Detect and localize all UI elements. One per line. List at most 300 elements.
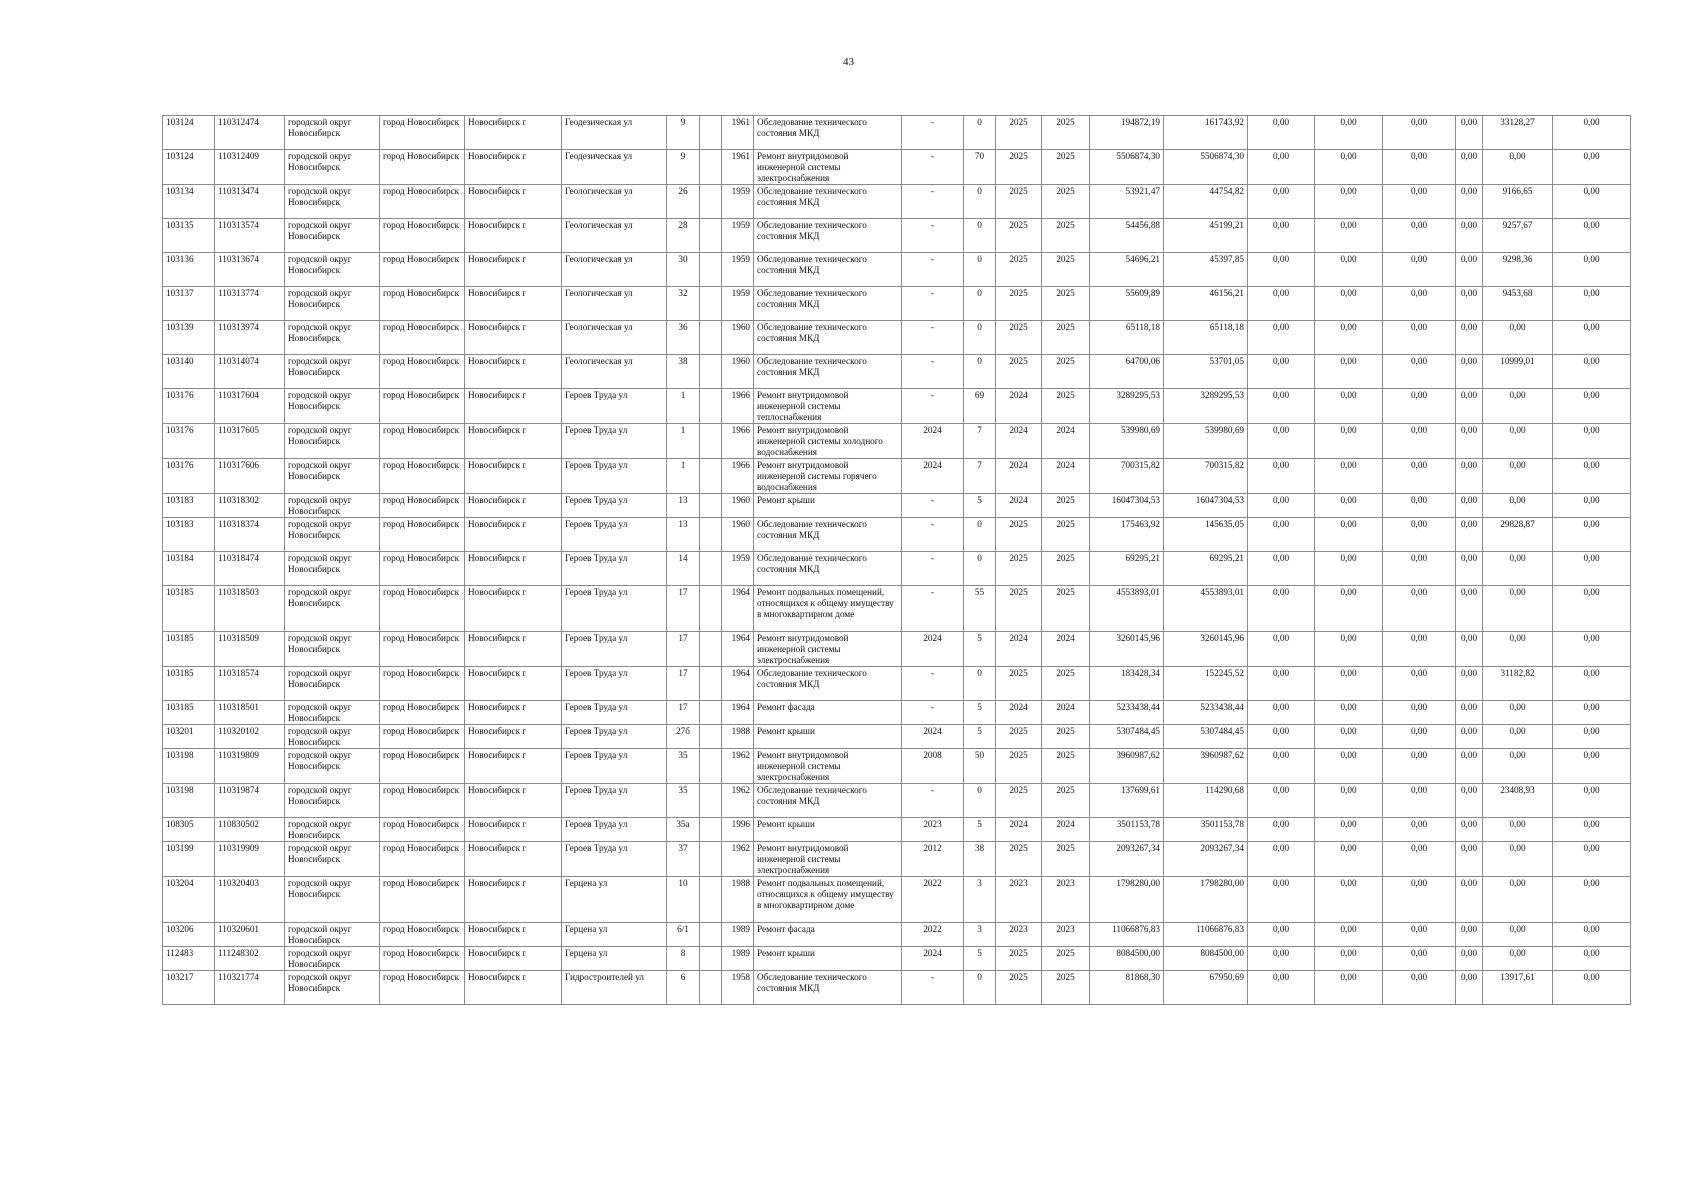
cell-municipal-district: городской округ Новосибирск <box>285 355 380 389</box>
cell-building-block <box>700 667 722 701</box>
cell-other-funds: 0,00 <box>1456 185 1483 219</box>
cell-object-code: 103185 <box>163 667 215 701</box>
cell-local-budget: 0,00 <box>1383 749 1456 784</box>
cell-locality: Новосибирск г <box>465 725 562 749</box>
cell-item-code: 110320102 <box>215 725 285 749</box>
cell-item-code: 110320601 <box>215 923 285 947</box>
cell-other-funds: 0,00 <box>1456 389 1483 424</box>
cell-other-funds: 0,00 <box>1456 116 1483 150</box>
cell-extra-funds: 0,00 <box>1553 518 1631 552</box>
cell-item-code: 110318501 <box>215 701 285 725</box>
cell-work-type: Ремонт внутридомовой инженерной системы холодного водоснабжения <box>754 424 902 459</box>
table-row <box>163 185 1631 219</box>
cell-work-type: Обследование технического состояния МКД <box>754 355 902 389</box>
cell-item-code: 111248302 <box>215 947 285 971</box>
cell-street: Героев Труда ул <box>562 518 667 552</box>
cell-total-cost: 64700,06 <box>1090 355 1164 389</box>
cell-locality: Новосибирск г <box>465 586 562 632</box>
cell-work-type: Ремонт фасада <box>754 923 902 947</box>
cell-regional-budget: 0,00 <box>1315 355 1383 389</box>
cell-owners-funds: 0,00 <box>1483 842 1553 877</box>
cell-plan-end-year: 2025 <box>1042 150 1090 185</box>
cell-plan-start-year: 2025 <box>996 219 1042 253</box>
cell-regional-fund: 8084500,00 <box>1164 947 1248 971</box>
cell-wear-percent: 0 <box>964 287 996 321</box>
cell-owners-funds: 9166,65 <box>1483 185 1553 219</box>
cell-object-code: 103198 <box>163 749 215 784</box>
cell-other-funds: 0,00 <box>1456 667 1483 701</box>
cell-year-built: 1960 <box>722 355 754 389</box>
cell-locality: Новосибирск г <box>465 877 562 923</box>
cell-house-number: 6/1 <box>667 923 700 947</box>
cell-plan-start-year: 2025 <box>996 842 1042 877</box>
cell-regional-fund: 45199,21 <box>1164 219 1248 253</box>
cell-item-code: 110319809 <box>215 749 285 784</box>
cell-regional-budget: 0,00 <box>1315 842 1383 877</box>
cell-locality: Новосибирск г <box>465 947 562 971</box>
cell-settlement: город Новосибирск <box>380 784 465 818</box>
cell-owners-funds: 0,00 <box>1483 389 1553 424</box>
cell-item-code: 110318509 <box>215 632 285 667</box>
cell-object-code: 103136 <box>163 253 215 287</box>
cell-local-budget: 0,00 <box>1383 784 1456 818</box>
cell-federal-funds: 0,00 <box>1248 586 1315 632</box>
cell-last-repair-year: - <box>902 219 964 253</box>
cell-total-cost: 3260145,96 <box>1090 632 1164 667</box>
cell-house-number: 17 <box>667 701 700 725</box>
cell-extra-funds: 0,00 <box>1553 947 1631 971</box>
cell-last-repair-year: - <box>902 287 964 321</box>
cell-municipal-district: городской округ Новосибирск <box>285 842 380 877</box>
cell-federal-funds: 0,00 <box>1248 355 1315 389</box>
cell-locality: Новосибирск г <box>465 749 562 784</box>
table-row <box>163 253 1631 287</box>
cell-federal-funds: 0,00 <box>1248 116 1315 150</box>
cell-other-funds: 0,00 <box>1456 287 1483 321</box>
cell-settlement: город Новосибирск <box>380 355 465 389</box>
cell-other-funds: 0,00 <box>1456 321 1483 355</box>
cell-municipal-district: городской округ Новосибирск <box>285 552 380 586</box>
cell-year-built: 1989 <box>722 947 754 971</box>
cell-work-type: Обследование технического состояния МКД <box>754 253 902 287</box>
cell-total-cost: 16047304,53 <box>1090 494 1164 518</box>
cell-plan-start-year: 2024 <box>996 494 1042 518</box>
cell-extra-funds: 0,00 <box>1553 424 1631 459</box>
cell-total-cost: 183428,34 <box>1090 667 1164 701</box>
cell-year-built: 1960 <box>722 494 754 518</box>
cell-plan-end-year: 2025 <box>1042 784 1090 818</box>
cell-settlement: город Новосибирск <box>380 287 465 321</box>
cell-object-code: 103124 <box>163 116 215 150</box>
cell-municipal-district: городской округ Новосибирск <box>285 424 380 459</box>
cell-locality: Новосибирск г <box>465 518 562 552</box>
cell-object-code: 103176 <box>163 424 215 459</box>
cell-plan-start-year: 2023 <box>996 877 1042 923</box>
cell-municipal-district: городской округ Новосибирск <box>285 185 380 219</box>
cell-last-repair-year: 2022 <box>902 877 964 923</box>
cell-house-number: 26 <box>667 185 700 219</box>
cell-work-type: Обследование технического состояния МКД <box>754 552 902 586</box>
cell-owners-funds: 13917,61 <box>1483 971 1553 1005</box>
cell-year-built: 1964 <box>722 667 754 701</box>
cell-item-code: 110313774 <box>215 287 285 321</box>
cell-work-type: Обследование технического состояния МКД <box>754 185 902 219</box>
cell-regional-fund: 3260145,96 <box>1164 632 1248 667</box>
cell-wear-percent: 3 <box>964 877 996 923</box>
cell-house-number: 8 <box>667 947 700 971</box>
cell-street: Геологическая ул <box>562 253 667 287</box>
cell-building-block <box>700 842 722 877</box>
cell-wear-percent: 7 <box>964 459 996 494</box>
cell-locality: Новосибирск г <box>465 424 562 459</box>
cell-work-type: Ремонт внутридомовой инженерной системы электроснабжения <box>754 150 902 185</box>
cell-settlement: город Новосибирск <box>380 321 465 355</box>
cell-local-budget: 0,00 <box>1383 494 1456 518</box>
cell-last-repair-year: 2022 <box>902 923 964 947</box>
cell-locality: Новосибирск г <box>465 494 562 518</box>
cell-municipal-district: городской округ Новосибирск <box>285 749 380 784</box>
cell-extra-funds: 0,00 <box>1553 842 1631 877</box>
cell-house-number: 1 <box>667 424 700 459</box>
cell-building-block <box>700 818 722 842</box>
cell-plan-end-year: 2025 <box>1042 185 1090 219</box>
cell-last-repair-year: 2008 <box>902 749 964 784</box>
cell-municipal-district: городской округ Новосибирск <box>285 632 380 667</box>
cell-street: Геологическая ул <box>562 185 667 219</box>
cell-regional-fund: 46156,21 <box>1164 287 1248 321</box>
cell-local-budget: 0,00 <box>1383 355 1456 389</box>
cell-regional-budget: 0,00 <box>1315 389 1383 424</box>
cell-total-cost: 194872,19 <box>1090 116 1164 150</box>
cell-regional-budget: 0,00 <box>1315 877 1383 923</box>
cell-building-block <box>700 749 722 784</box>
cell-local-budget: 0,00 <box>1383 552 1456 586</box>
cell-regional-budget: 0,00 <box>1315 494 1383 518</box>
cell-building-block <box>700 185 722 219</box>
cell-total-cost: 81868,30 <box>1090 971 1164 1005</box>
cell-regional-budget: 0,00 <box>1315 219 1383 253</box>
cell-object-code: 108305 <box>163 818 215 842</box>
cell-plan-start-year: 2025 <box>996 355 1042 389</box>
cell-federal-funds: 0,00 <box>1248 150 1315 185</box>
cell-municipal-district: городской округ Новосибирск <box>285 459 380 494</box>
cell-federal-funds: 0,00 <box>1248 701 1315 725</box>
cell-extra-funds: 0,00 <box>1553 459 1631 494</box>
cell-item-code: 110317606 <box>215 459 285 494</box>
cell-street: Героев Труда ул <box>562 725 667 749</box>
cell-work-type: Ремонт внутридомовой инженерной системы электроснабжения <box>754 632 902 667</box>
cell-other-funds: 0,00 <box>1456 552 1483 586</box>
cell-object-code: 103137 <box>163 287 215 321</box>
cell-street: Героев Труда ул <box>562 586 667 632</box>
cell-object-code: 103204 <box>163 877 215 923</box>
cell-object-code: 103199 <box>163 842 215 877</box>
cell-total-cost: 3501153,78 <box>1090 818 1164 842</box>
table-row <box>163 219 1631 253</box>
cell-object-code: 103185 <box>163 586 215 632</box>
cell-total-cost: 55609,89 <box>1090 287 1164 321</box>
cell-owners-funds: 29828,87 <box>1483 518 1553 552</box>
cell-street: Героев Труда ул <box>562 749 667 784</box>
cell-last-repair-year: 2024 <box>902 459 964 494</box>
cell-federal-funds: 0,00 <box>1248 784 1315 818</box>
cell-work-type: Ремонт подвальных помещений, относящихся к общему имуществу в многоквартирном доме <box>754 586 902 632</box>
cell-last-repair-year: - <box>902 116 964 150</box>
cell-last-repair-year: - <box>902 667 964 701</box>
cell-regional-fund: 5233438,44 <box>1164 701 1248 725</box>
cell-building-block <box>700 116 722 150</box>
cell-item-code: 110314074 <box>215 355 285 389</box>
cell-regional-fund: 152245,52 <box>1164 667 1248 701</box>
cell-owners-funds: 0,00 <box>1483 321 1553 355</box>
cell-total-cost: 5506874,30 <box>1090 150 1164 185</box>
cell-owners-funds: 10999,01 <box>1483 355 1553 389</box>
cell-municipal-district: городской округ Новосибирск <box>285 494 380 518</box>
cell-settlement: город Новосибирск <box>380 923 465 947</box>
cell-year-built: 1988 <box>722 877 754 923</box>
cell-federal-funds: 0,00 <box>1248 287 1315 321</box>
cell-year-built: 1961 <box>722 150 754 185</box>
cell-house-number: 17 <box>667 632 700 667</box>
cell-item-code: 110320403 <box>215 877 285 923</box>
cell-other-funds: 0,00 <box>1456 219 1483 253</box>
cell-local-budget: 0,00 <box>1383 818 1456 842</box>
cell-local-budget: 0,00 <box>1383 321 1456 355</box>
cell-building-block <box>700 923 722 947</box>
cell-local-budget: 0,00 <box>1383 459 1456 494</box>
cell-house-number: 37 <box>667 842 700 877</box>
cell-local-budget: 0,00 <box>1383 586 1456 632</box>
cell-plan-end-year: 2024 <box>1042 424 1090 459</box>
cell-regional-fund: 65118,18 <box>1164 321 1248 355</box>
cell-house-number: 17 <box>667 667 700 701</box>
cell-year-built: 1988 <box>722 725 754 749</box>
cell-owners-funds: 0,00 <box>1483 632 1553 667</box>
cell-building-block <box>700 459 722 494</box>
cell-local-budget: 0,00 <box>1383 725 1456 749</box>
cell-house-number: 38 <box>667 355 700 389</box>
cell-object-code: 103183 <box>163 518 215 552</box>
cell-year-built: 1959 <box>722 185 754 219</box>
table-row <box>163 923 1631 947</box>
cell-house-number: 35а <box>667 818 700 842</box>
cell-work-type: Обследование технического состояния МКД <box>754 116 902 150</box>
table-row <box>163 389 1631 424</box>
cell-street: Героев Труда ул <box>562 459 667 494</box>
table-row <box>163 842 1631 877</box>
cell-item-code: 110321774 <box>215 971 285 1005</box>
cell-other-funds: 0,00 <box>1456 784 1483 818</box>
cell-federal-funds: 0,00 <box>1248 253 1315 287</box>
cell-house-number: 9 <box>667 116 700 150</box>
cell-year-built: 1959 <box>722 287 754 321</box>
cell-building-block <box>700 784 722 818</box>
cell-house-number: 27б <box>667 725 700 749</box>
cell-extra-funds: 0,00 <box>1553 116 1631 150</box>
cell-settlement: город Новосибирск <box>380 818 465 842</box>
cell-regional-fund: 1798280,00 <box>1164 877 1248 923</box>
cell-municipal-district: городской округ Новосибирск <box>285 253 380 287</box>
cell-object-code: 103217 <box>163 971 215 1005</box>
cell-work-type: Ремонт крыши <box>754 818 902 842</box>
cell-owners-funds: 23408,93 <box>1483 784 1553 818</box>
cell-locality: Новосибирск г <box>465 701 562 725</box>
cell-total-cost: 4553893,01 <box>1090 586 1164 632</box>
cell-work-type: Ремонт крыши <box>754 947 902 971</box>
cell-object-code: 112483 <box>163 947 215 971</box>
cell-extra-funds: 0,00 <box>1553 185 1631 219</box>
cell-house-number: 13 <box>667 494 700 518</box>
cell-regional-budget: 0,00 <box>1315 749 1383 784</box>
cell-locality: Новосибирск г <box>465 971 562 1005</box>
cell-building-block <box>700 632 722 667</box>
cell-wear-percent: 70 <box>964 150 996 185</box>
cell-plan-end-year: 2023 <box>1042 923 1090 947</box>
cell-wear-percent: 5 <box>964 725 996 749</box>
cell-federal-funds: 0,00 <box>1248 552 1315 586</box>
cell-wear-percent: 0 <box>964 667 996 701</box>
cell-local-budget: 0,00 <box>1383 219 1456 253</box>
cell-street: Герцена ул <box>562 947 667 971</box>
cell-extra-funds: 0,00 <box>1553 749 1631 784</box>
cell-regional-fund: 5307484,45 <box>1164 725 1248 749</box>
cell-work-type: Обследование технического состояния МКД <box>754 287 902 321</box>
cell-item-code: 110312474 <box>215 116 285 150</box>
cell-locality: Новосибирск г <box>465 667 562 701</box>
cell-regional-budget: 0,00 <box>1315 923 1383 947</box>
cell-extra-funds: 0,00 <box>1553 552 1631 586</box>
cell-street: Герцена ул <box>562 877 667 923</box>
cell-other-funds: 0,00 <box>1456 253 1483 287</box>
cell-locality: Новосибирск г <box>465 355 562 389</box>
cell-street: Героев Труда ул <box>562 667 667 701</box>
cell-house-number: 28 <box>667 219 700 253</box>
cell-settlement: город Новосибирск <box>380 518 465 552</box>
cell-locality: Новосибирск г <box>465 632 562 667</box>
cell-street: Героев Труда ул <box>562 494 667 518</box>
table-row <box>163 947 1631 971</box>
cell-settlement: город Новосибирск <box>380 389 465 424</box>
cell-work-type: Ремонт внутридомовой инженерной системы электроснабжения <box>754 749 902 784</box>
cell-federal-funds: 0,00 <box>1248 947 1315 971</box>
cell-extra-funds: 0,00 <box>1553 355 1631 389</box>
cell-item-code: 110313674 <box>215 253 285 287</box>
cell-plan-start-year: 2024 <box>996 459 1042 494</box>
cell-plan-start-year: 2024 <box>996 632 1042 667</box>
cell-regional-budget: 0,00 <box>1315 586 1383 632</box>
cell-federal-funds: 0,00 <box>1248 877 1315 923</box>
cell-owners-funds: 0,00 <box>1483 552 1553 586</box>
cell-owners-funds: 0,00 <box>1483 947 1553 971</box>
cell-settlement: город Новосибирск <box>380 185 465 219</box>
cell-work-type: Ремонт крыши <box>754 494 902 518</box>
cell-local-budget: 0,00 <box>1383 424 1456 459</box>
cell-regional-budget: 0,00 <box>1315 667 1383 701</box>
cell-building-block <box>700 518 722 552</box>
cell-wear-percent: 69 <box>964 389 996 424</box>
cell-municipal-district: городской округ Новосибирск <box>285 586 380 632</box>
cell-year-built: 1964 <box>722 586 754 632</box>
cell-owners-funds: 0,00 <box>1483 459 1553 494</box>
cell-other-funds: 0,00 <box>1456 947 1483 971</box>
cell-plan-start-year: 2025 <box>996 667 1042 701</box>
cell-other-funds: 0,00 <box>1456 355 1483 389</box>
cell-wear-percent: 5 <box>964 701 996 725</box>
cell-regional-fund: 11066876,83 <box>1164 923 1248 947</box>
cell-settlement: город Новосибирск <box>380 459 465 494</box>
cell-local-budget: 0,00 <box>1383 185 1456 219</box>
cell-house-number: 30 <box>667 253 700 287</box>
cell-plan-end-year: 2025 <box>1042 321 1090 355</box>
cell-federal-funds: 0,00 <box>1248 424 1315 459</box>
cell-year-built: 1959 <box>722 552 754 586</box>
cell-year-built: 1964 <box>722 701 754 725</box>
cell-total-cost: 5233438,44 <box>1090 701 1164 725</box>
cell-regional-fund: 145635,05 <box>1164 518 1248 552</box>
table-row <box>163 459 1631 494</box>
cell-last-repair-year: - <box>902 701 964 725</box>
cell-house-number: 6 <box>667 971 700 1005</box>
cell-regional-fund: 700315,82 <box>1164 459 1248 494</box>
cell-regional-budget: 0,00 <box>1315 632 1383 667</box>
cell-item-code: 110318302 <box>215 494 285 518</box>
cell-item-code: 110318374 <box>215 518 285 552</box>
cell-house-number: 14 <box>667 552 700 586</box>
cell-building-block <box>700 219 722 253</box>
cell-wear-percent: 5 <box>964 818 996 842</box>
cell-house-number: 1 <box>667 459 700 494</box>
cell-locality: Новосибирск г <box>465 842 562 877</box>
cell-last-repair-year: 2024 <box>902 424 964 459</box>
table-row <box>163 784 1631 818</box>
cell-regional-budget: 0,00 <box>1315 947 1383 971</box>
cell-municipal-district: городской округ Новосибирск <box>285 219 380 253</box>
cell-owners-funds: 0,00 <box>1483 923 1553 947</box>
cell-local-budget: 0,00 <box>1383 842 1456 877</box>
cell-building-block <box>700 321 722 355</box>
cell-other-funds: 0,00 <box>1456 424 1483 459</box>
cell-locality: Новосибирск г <box>465 253 562 287</box>
cell-municipal-district: городской округ Новосибирск <box>285 150 380 185</box>
cell-building-block <box>700 494 722 518</box>
cell-item-code: 110319909 <box>215 842 285 877</box>
cell-wear-percent: 0 <box>964 185 996 219</box>
cell-regional-budget: 0,00 <box>1315 818 1383 842</box>
cell-regional-budget: 0,00 <box>1315 784 1383 818</box>
cell-settlement: город Новосибирск <box>380 749 465 784</box>
cell-plan-start-year: 2025 <box>996 586 1042 632</box>
cell-building-block <box>700 725 722 749</box>
cell-owners-funds: 9453,68 <box>1483 287 1553 321</box>
cell-plan-start-year: 2025 <box>996 185 1042 219</box>
cell-owners-funds: 0,00 <box>1483 725 1553 749</box>
cell-settlement: город Новосибирск <box>380 424 465 459</box>
cell-street: Героев Труда ул <box>562 552 667 586</box>
cell-last-repair-year: 2024 <box>902 632 964 667</box>
table-row <box>163 818 1631 842</box>
cell-wear-percent: 0 <box>964 219 996 253</box>
cell-owners-funds: 9257,67 <box>1483 219 1553 253</box>
cell-plan-end-year: 2025 <box>1042 116 1090 150</box>
cell-plan-end-year: 2025 <box>1042 749 1090 784</box>
cell-owners-funds: 0,00 <box>1483 150 1553 185</box>
cell-work-type: Обследование технического состояния МКД <box>754 667 902 701</box>
cell-extra-funds: 0,00 <box>1553 818 1631 842</box>
cell-total-cost: 539980,69 <box>1090 424 1164 459</box>
cell-locality: Новосибирск г <box>465 150 562 185</box>
cell-plan-end-year: 2025 <box>1042 219 1090 253</box>
cell-federal-funds: 0,00 <box>1248 185 1315 219</box>
